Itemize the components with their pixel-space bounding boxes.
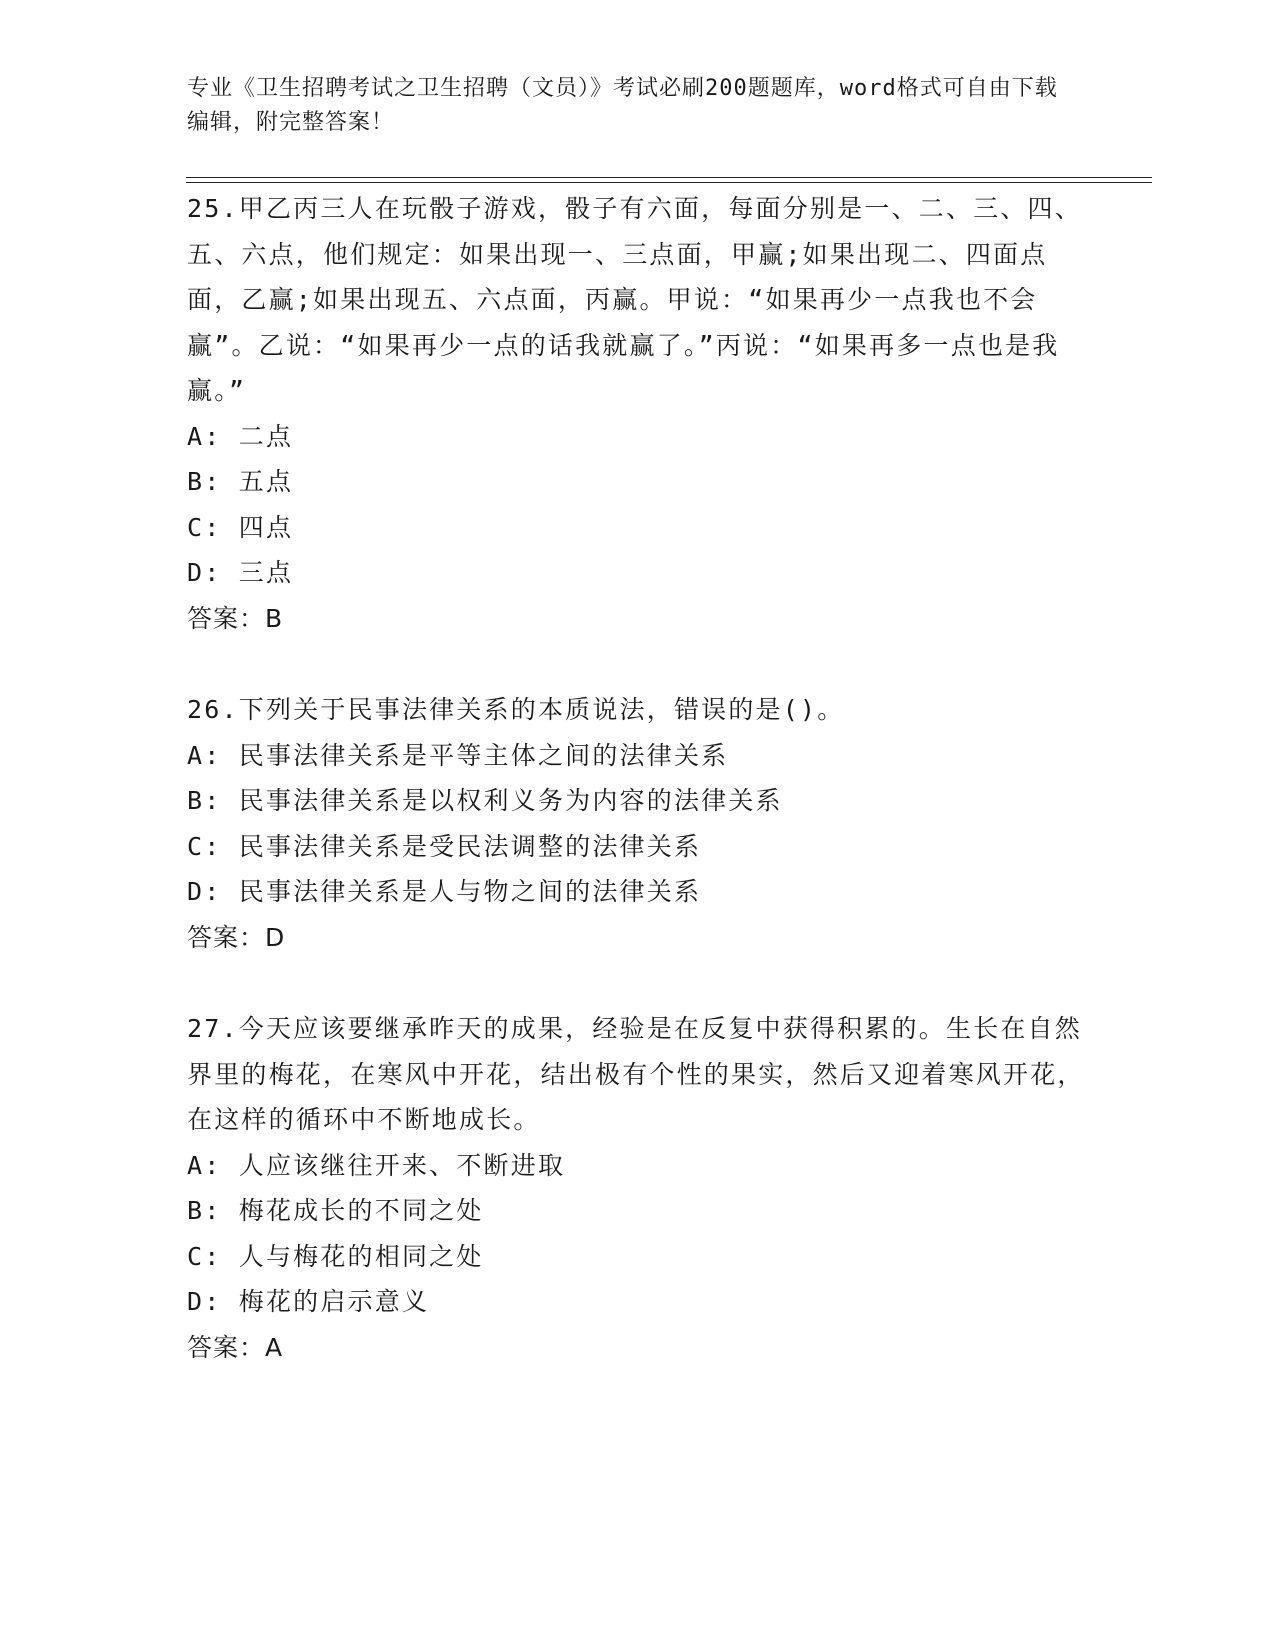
question-stem: 25.甲乙丙三人在玩骰子游戏，骰子有六面，每面分别是一、二、三、四、五、六点，他们规定：如果出现一、三点面，甲赢;如果出现二、四面点面，乙赢;如果出现五、六点面，丙赢。甲说：“如果再少一点我也不会赢”。乙说：“如果再少一点的话我就赢了。”丙说：“如果再多一点也是我赢。” xyxy=(187,194,1082,405)
question-list xyxy=(187,186,1087,1370)
option-a: A: 民事法律关系是平等主体之间的法律关系 xyxy=(187,740,729,770)
question-25 xyxy=(187,186,1087,641)
document-header: 专业《卫生招聘考试之卫生招聘（文员）》考试必刷200题题库，word格式可自由下载编辑，附完整答案！ xyxy=(187,76,1058,135)
header-divider-bottom xyxy=(186,182,1152,183)
option-d: D: 民事法律关系是人与物之间的法律关系 xyxy=(187,877,702,906)
option-d: D: 三点 xyxy=(187,558,294,587)
option-a: A: 二点 xyxy=(187,421,294,451)
question-spacer xyxy=(187,960,1087,1006)
header-divider-top xyxy=(186,177,1152,178)
question-26 xyxy=(187,687,1087,960)
option-b: B: 五点 xyxy=(187,467,294,496)
question-27 xyxy=(187,1006,1087,1370)
question-stem: 27.今天应该要继承昨天的成果，经验是在反复中获得积累的。生长在自然界里的梅花，在寒风中开花，结出极有个性的果实，然后又迎着寒风开花，在这样的循环中不断地成长。 xyxy=(187,1014,1085,1134)
answer: 答案：D xyxy=(187,922,286,952)
option-b: B: 梅花成长的不同之处 xyxy=(187,1196,484,1225)
answer: 答案：A xyxy=(187,1332,284,1362)
option-b: B: 民事法律关系是以权利义务为内容的法律关系 xyxy=(187,786,783,815)
question-stem: 26.下列关于民事法律关系的本质说法，错误的是()。 xyxy=(187,695,845,724)
option-c: C: 四点 xyxy=(187,512,294,542)
question-spacer xyxy=(187,641,1087,687)
option-c: C: 民事法律关系是受民法调整的法律关系 xyxy=(187,831,702,861)
option-c: C: 人与梅花的相同之处 xyxy=(187,1241,484,1271)
option-d: D: 梅花的启示意义 xyxy=(187,1287,430,1316)
option-a: A: 人应该继往开来、不断进取 xyxy=(187,1150,566,1180)
answer: 答案：B xyxy=(187,603,284,633)
